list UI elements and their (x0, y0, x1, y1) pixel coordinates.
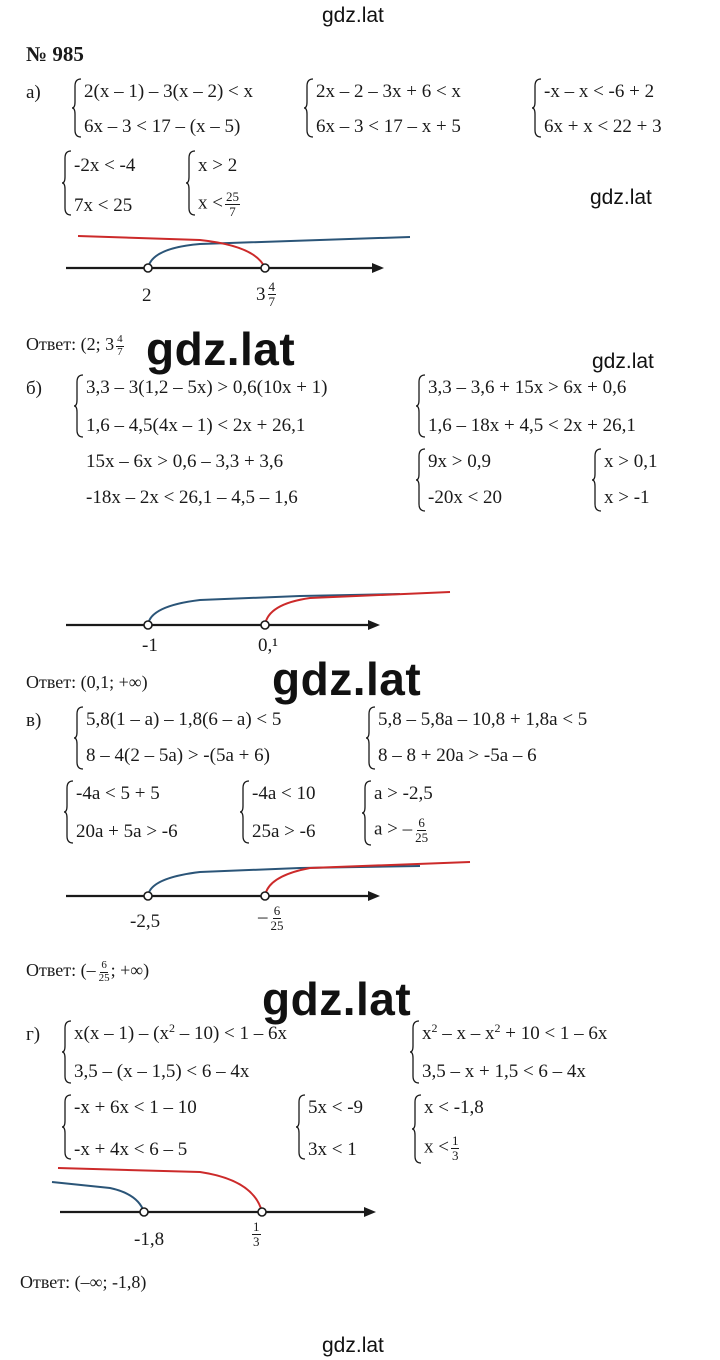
axis-label: 3 $\frac{4}{7}$ (256, 279, 275, 309)
open-point (261, 892, 269, 900)
equation-line: a > -2,5 (374, 783, 433, 804)
open-point (258, 1208, 266, 1216)
brace-icon (410, 1020, 420, 1084)
equation-line: 8 – 8 + 20a > -5a – 6 (378, 745, 537, 766)
interval-curve-red (265, 592, 450, 625)
equation-line: 1,6 – 4,5(4x – 1) < 2x + 26,1 (86, 415, 306, 436)
interval-curve-red (58, 1168, 262, 1212)
axis-arrow (364, 1207, 376, 1217)
equation-line: x > 2 (198, 155, 238, 176)
equation-line: 2x – 2 – 3x + 6 < x (316, 81, 461, 102)
equation-line: 8 – 4(2 – 5a) > -(5a + 6) (86, 745, 270, 766)
watermark-side: gdz.lat (590, 186, 652, 209)
interval-curve-blue (52, 1182, 144, 1212)
brace-icon (532, 78, 542, 138)
equation-line: 5x < -9 (308, 1097, 364, 1118)
equation-line: 3x < 1 (308, 1139, 357, 1160)
open-point (144, 264, 152, 272)
open-point (144, 621, 152, 629)
brace-icon (64, 780, 74, 844)
equation-line: 5,8 – 5,8a – 10,8 + 1,8a < 5 (378, 709, 588, 730)
part-label: г) (26, 1024, 41, 1045)
brace-icon (362, 780, 372, 846)
brace-icon (416, 448, 426, 512)
brace-icon (62, 150, 72, 216)
brace-icon (412, 1094, 422, 1164)
equation-line: -x – x < -6 + 2 (544, 81, 655, 102)
brace-icon (296, 1094, 306, 1160)
answer: Ответ: (–∞; -1,8) (20, 1272, 147, 1292)
watermark-side: gdz.lat (592, 350, 654, 373)
axis-label: 0,¹ (258, 635, 278, 656)
equation-line: -18x – 2x < 26,1 – 4,5 – 1,6 (86, 487, 298, 508)
watermark-bottom: gdz.lat (322, 1334, 384, 1357)
interval-curve-red (78, 236, 265, 268)
equation-line: 3,5 – x + 1,5 < 6 – 4x (422, 1061, 586, 1082)
axis-label: $\frac{1}{3}$ (253, 1219, 260, 1249)
equation-line: 5,8(1 – a) – 1,8(6 – a) < 5 (86, 709, 282, 730)
brace-icon (304, 78, 314, 138)
equation-line: x < -1,8 (424, 1097, 484, 1118)
axis-label: -1,8 (134, 1229, 165, 1250)
axis-label: -1 (142, 635, 158, 656)
axis-arrow (368, 891, 380, 901)
interval-curve-blue (148, 237, 410, 268)
equation-line: x < $\frac{1}{3}$ (424, 1133, 459, 1163)
equation-line: -4a < 5 + 5 (76, 783, 160, 804)
open-point (261, 264, 269, 272)
brace-icon (416, 374, 426, 438)
equation-line: 3,5 – (x – 1,5) < 6 – 4x (74, 1061, 250, 1082)
brace-icon (240, 780, 250, 844)
equation-line: 6x – 3 < 17 – x + 5 (316, 116, 461, 137)
part-label: в) (26, 710, 42, 731)
equation-line: 20a + 5a > -6 (76, 821, 178, 842)
open-point (261, 621, 269, 629)
brace-icon (592, 448, 602, 512)
interval-curve-red (265, 862, 470, 896)
brace-icon (186, 150, 196, 216)
problem-number: № 985 (26, 42, 84, 66)
open-point (140, 1208, 148, 1216)
axis-label: – $\frac{6}{25}$ (258, 903, 284, 933)
equation-line: 2(x – 1) – 3(x – 2) < x (84, 81, 254, 102)
equation-line: 7x < 25 (74, 195, 133, 216)
axis-arrow (372, 263, 384, 273)
watermark-big: gdz.lat (262, 973, 412, 1025)
equation-line: x < $\frac{25}{7}$ (198, 189, 239, 219)
watermark-big: gdz.lat (146, 323, 296, 375)
equation-line: 9x > 0,9 (428, 451, 491, 472)
brace-icon (74, 374, 84, 438)
equation-line: 3,3 – 3(1,2 – 5x) > 0,6(10x + 1) (86, 377, 328, 398)
part-label: б) (26, 378, 42, 399)
answer: Ответ: (2; 3 $\frac{4}{7}$ (26, 333, 123, 358)
answer: Ответ: (0,1; +∞) (26, 672, 148, 692)
axis-label: 2 (142, 285, 152, 306)
axis-label: -2,5 (130, 911, 161, 932)
equation-line: x > 0,1 (604, 451, 658, 472)
watermark-big: gdz.lat (272, 653, 422, 705)
equation-line: 6x – 3 < 17 – (x – 5) (84, 116, 241, 137)
equation-line: 3,3 – 3,6 + 15x > 6x + 0,6 (428, 377, 627, 398)
equation-line: a > – $\frac{6}{25}$ (374, 815, 429, 845)
equation-line: -20x < 20 (428, 487, 503, 508)
axis-arrow (368, 620, 380, 630)
watermark-top: gdz.lat (322, 4, 384, 27)
interval-curve-blue (148, 594, 400, 625)
equation-line: x > -1 (604, 487, 650, 508)
equation-line: $x^2 - x - x^2 + 10 < 1 - 6x$ (422, 1021, 608, 1044)
part-label: а) (26, 82, 41, 103)
answer: Ответ: (– $\frac{6}{25}$ ; +∞) (26, 959, 150, 984)
equation-line: 6x + x < 22 + 3 (544, 116, 662, 137)
equation-line: $x(x - 1) - (x^2 - 10) < 1 - 6x$ (74, 1021, 288, 1044)
brace-icon (74, 706, 84, 770)
brace-icon (366, 706, 376, 770)
equation-line: 25a > -6 (252, 821, 316, 842)
equation-line: 15x – 6x > 0,6 – 3,3 + 3,6 (86, 451, 284, 472)
equation-line: -4a < 10 (252, 783, 316, 804)
brace-icon (62, 1020, 72, 1084)
equation-line: -2x < -4 (74, 155, 136, 176)
interval-curve-blue (148, 866, 420, 896)
open-point (144, 892, 152, 900)
equation-line: 1,6 – 18x + 4,5 < 2x + 26,1 (428, 415, 636, 436)
equation-line: -x + 6x < 1 – 10 (74, 1097, 197, 1118)
brace-icon (62, 1094, 72, 1160)
brace-icon (72, 78, 82, 138)
equation-line: -x + 4x < 6 – 5 (74, 1139, 188, 1160)
